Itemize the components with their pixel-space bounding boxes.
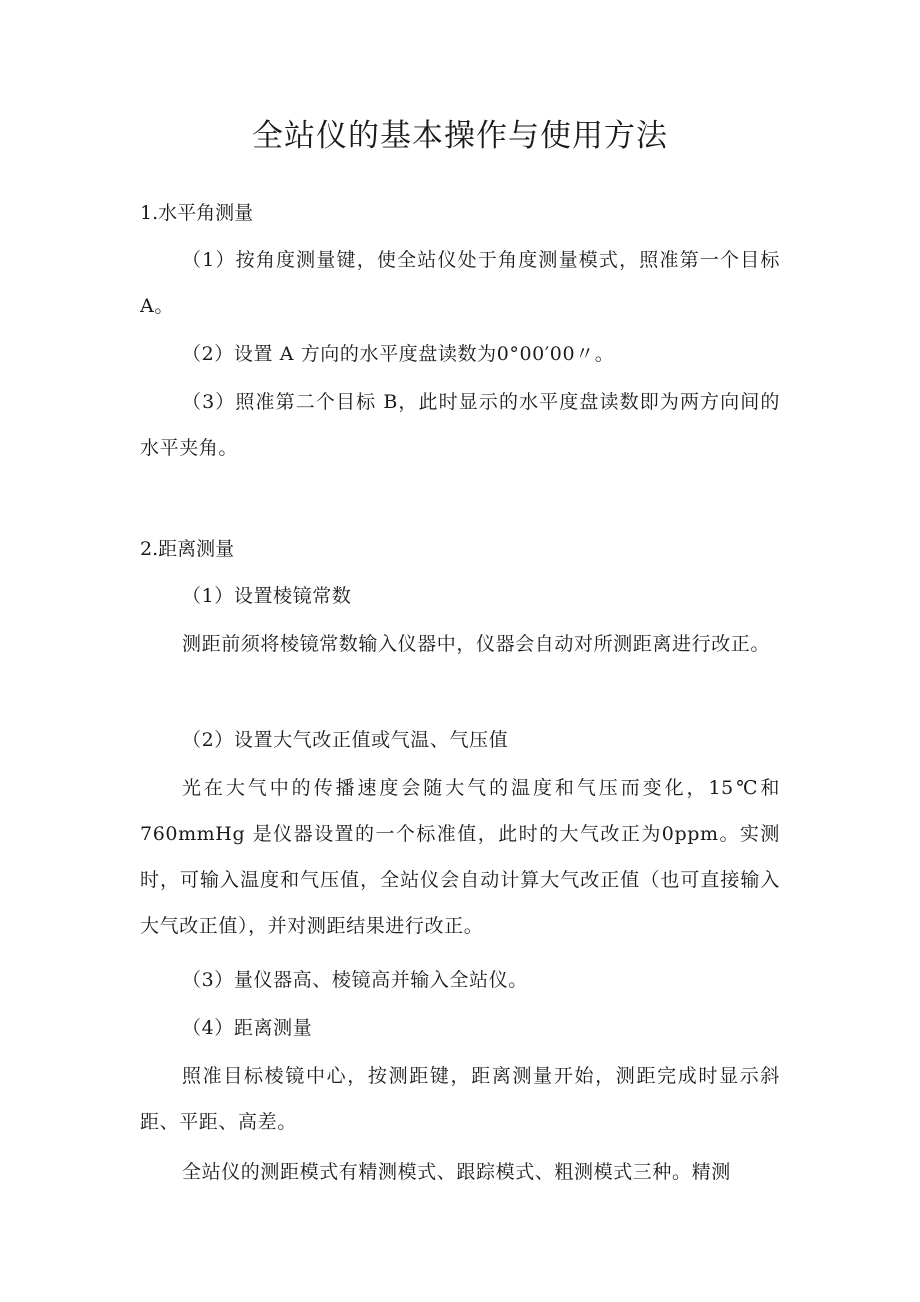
section-heading-horizontal-angle: 1.水平角测量: [140, 202, 254, 224]
paragraph-distance-body: 照准目标棱镜中心，按测距键，距离测量开始，测距完成时显示斜距、平距、高差。: [140, 1065, 780, 1133]
paragraph-step-2: （2）设置 A 方向的水平度盘读数为0°00′00〃。: [182, 343, 615, 365]
paragraph-ranging-modes: 全站仪的测距模式有精测模式、跟踪模式、粗测模式三种。精测: [182, 1161, 731, 1183]
section-heading-distance: 2.距离测量: [140, 538, 235, 560]
paragraph-instrument-height: （3）量仪器高、棱镜高并输入全站仪。: [182, 969, 528, 991]
document-title: 全站仪的基本操作与使用方法: [252, 118, 668, 154]
paragraph-distance-heading: （4）距离测量: [182, 1017, 313, 1039]
paragraph-atmospheric-heading: （2）设置大气改正值或气温、气压值: [182, 729, 509, 751]
paragraph-prism-constant-heading: （1）设置棱镜常数: [182, 585, 352, 607]
paragraph-step-1: （1）按角度测量键，使全站仪处于角度测量模式，照准第一个目标 A。: [140, 249, 780, 317]
paragraph-prism-constant-body: 测距前须将棱镜常数输入仪器中，仪器会自动对所测距离进行改正。: [182, 633, 771, 655]
paragraph-step-3: （3）照准第二个目标 B，此时显示的水平度盘读数即为两方向间的水平夹角。: [140, 391, 780, 459]
paragraph-atmospheric-body: 光在大气中的传播速度会随大气的温度和气压而变化，15℃和760mmHg 是仪器设置的一个标准值，此时的大气改正为0ppm。实测时，可输入温度和气压值，全站仪会自动计算大气改正值（也可直接输入大气改正值），并对测距结果进行改正。: [140, 777, 780, 937]
